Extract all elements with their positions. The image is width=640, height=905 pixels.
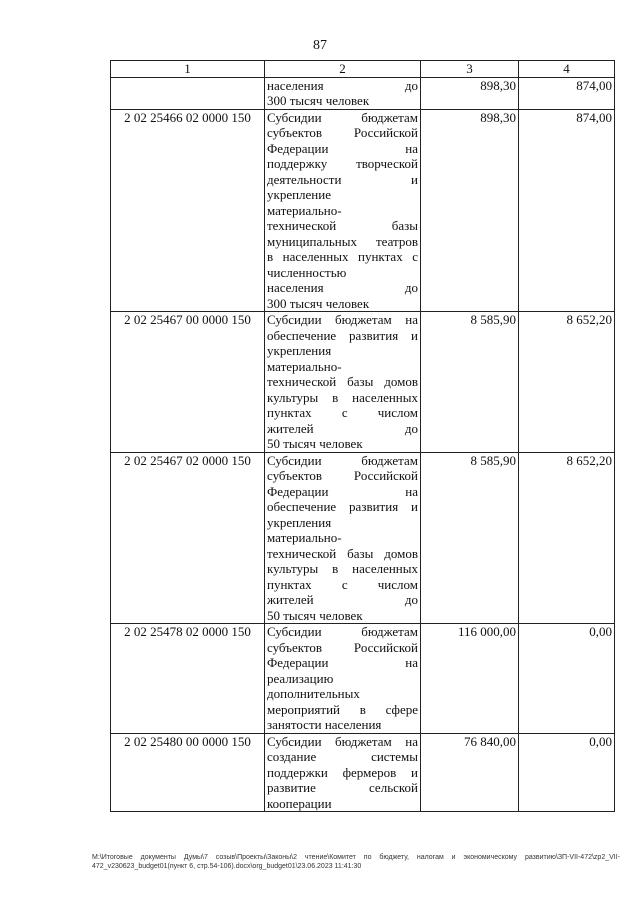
description-line: укрепления bbox=[267, 343, 332, 358]
description-line: Субсидии бюджетам на bbox=[267, 312, 418, 327]
column-header: 3 bbox=[421, 61, 519, 78]
description-cell bbox=[265, 109, 421, 312]
amount-cell-col4: 0,00 bbox=[519, 624, 615, 734]
table-row bbox=[111, 624, 615, 734]
description-line: технической базы домов bbox=[267, 545, 418, 561]
amount-cell-col4: 874,00 bbox=[519, 77, 615, 109]
description-line: укрепления bbox=[267, 514, 332, 530]
description-line: создание системы bbox=[267, 749, 418, 764]
description-line: субъектов Российской bbox=[267, 125, 418, 140]
description-line: 300 тысяч человек bbox=[267, 93, 370, 108]
description-line: деятельности и bbox=[267, 171, 418, 187]
budget-code-cell: 2 02 25467 02 0000 150 bbox=[111, 452, 265, 624]
description-line: занятости населения bbox=[267, 717, 382, 732]
description-line: субъектов Российской bbox=[267, 639, 418, 655]
amount-cell-col4: 8 652,20 bbox=[519, 452, 615, 624]
amount-cell-col3: 76 840,00 bbox=[421, 733, 519, 812]
column-header: 4 bbox=[519, 61, 615, 78]
description-line: поддержку творческой bbox=[267, 156, 418, 171]
description-line: Федерации на bbox=[267, 655, 418, 670]
table-row bbox=[111, 312, 615, 453]
description-line: технической базы домов bbox=[267, 374, 418, 389]
column-header: 1 bbox=[111, 61, 265, 78]
amount-cell-col4: 8 652,20 bbox=[519, 312, 615, 453]
page-number: 87 bbox=[313, 38, 327, 53]
description-line: культуры в населенных bbox=[267, 389, 418, 405]
description-line: материально- bbox=[267, 530, 342, 545]
table-row bbox=[111, 77, 615, 109]
description-cell bbox=[265, 733, 421, 812]
description-line: реализацию bbox=[267, 670, 334, 686]
table-header-row bbox=[111, 61, 615, 78]
budget-code-cell: 2 02 25478 02 0000 150 bbox=[111, 624, 265, 734]
description-line: Федерации на bbox=[267, 140, 418, 156]
description-line: культуры в населенных bbox=[267, 561, 418, 576]
description-line: субъектов Российской bbox=[267, 468, 418, 483]
description-line: муниципальных театров bbox=[267, 233, 418, 249]
description-line: населения до bbox=[267, 77, 418, 93]
table-body bbox=[111, 77, 615, 812]
amount-cell-col3: 898,30 bbox=[421, 109, 519, 312]
description-line: Субсидии бюджетам bbox=[267, 109, 418, 125]
description-cell bbox=[265, 312, 421, 453]
budget-code-cell: 2 02 25467 00 0000 150 bbox=[111, 312, 265, 453]
description-line: в населенных пунктах с bbox=[267, 249, 418, 264]
table-row bbox=[111, 109, 615, 312]
description-line: численностью bbox=[267, 264, 347, 280]
description-line: 300 тысяч человек bbox=[267, 295, 370, 311]
description-line: Субсидии бюджетам bbox=[267, 624, 418, 639]
description-cell bbox=[265, 624, 421, 734]
description-cell bbox=[265, 77, 421, 109]
column-header: 2 bbox=[265, 61, 421, 78]
amount-cell-col3: 898,30 bbox=[421, 77, 519, 109]
description-line: дополнительных bbox=[267, 686, 360, 701]
description-line: материально- bbox=[267, 202, 342, 218]
budget-code-cell: 2 02 25480 00 0000 150 bbox=[111, 733, 265, 812]
amount-cell-col3: 8 585,90 bbox=[421, 312, 519, 453]
description-line: обеспечение развития и bbox=[267, 327, 418, 343]
description-line: развитие сельской bbox=[267, 780, 418, 795]
description-line: поддержки фермеров и bbox=[267, 764, 418, 780]
description-line: Субсидии бюджетам на bbox=[267, 733, 418, 749]
description-cell bbox=[265, 452, 421, 624]
table-row bbox=[111, 733, 615, 812]
description-line: мероприятий в сфере bbox=[267, 701, 418, 717]
description-line: кооперации bbox=[267, 795, 332, 811]
description-line: населения до bbox=[267, 280, 418, 295]
budget-table bbox=[110, 60, 615, 812]
description-line: укрепление bbox=[267, 187, 331, 202]
description-line: 50 тысяч человек bbox=[267, 436, 363, 451]
description-line: материально- bbox=[267, 358, 342, 374]
description-line: технической базы bbox=[267, 218, 418, 233]
description-line: пунктах с числом bbox=[267, 405, 418, 420]
description-line: пунктах с числом bbox=[267, 576, 418, 592]
amount-cell-col4: 0,00 bbox=[519, 733, 615, 812]
description-line: Федерации на bbox=[267, 483, 418, 499]
description-line: жителей до bbox=[267, 592, 418, 607]
amount-cell-col4: 874,00 bbox=[519, 109, 615, 312]
description-line: обеспечение развития и bbox=[267, 499, 418, 514]
description-line: 50 тысяч человек bbox=[267, 607, 363, 623]
budget-code-cell: 2 02 25466 02 0000 150 bbox=[111, 109, 265, 312]
description-line: жителей до bbox=[267, 420, 418, 436]
table-row bbox=[111, 452, 615, 624]
amount-cell-col3: 8 585,90 bbox=[421, 452, 519, 624]
file-path-footer: M:\Итоговые документы Думы\7 созыв\Проекты\Законы\2 чтение\Комитет по бюджету, налогам и экономическому развитию\ЗП-VII-472\zp2_VII-472_v230623_budget01(пункт 6, стр.54-106).docx\org_budget01\23.06.2023 11:41:30 bbox=[92, 854, 620, 870]
amount-cell-col3: 116 000,00 bbox=[421, 624, 519, 734]
budget-code-cell bbox=[111, 77, 265, 109]
description-line: Субсидии бюджетам bbox=[267, 452, 418, 468]
